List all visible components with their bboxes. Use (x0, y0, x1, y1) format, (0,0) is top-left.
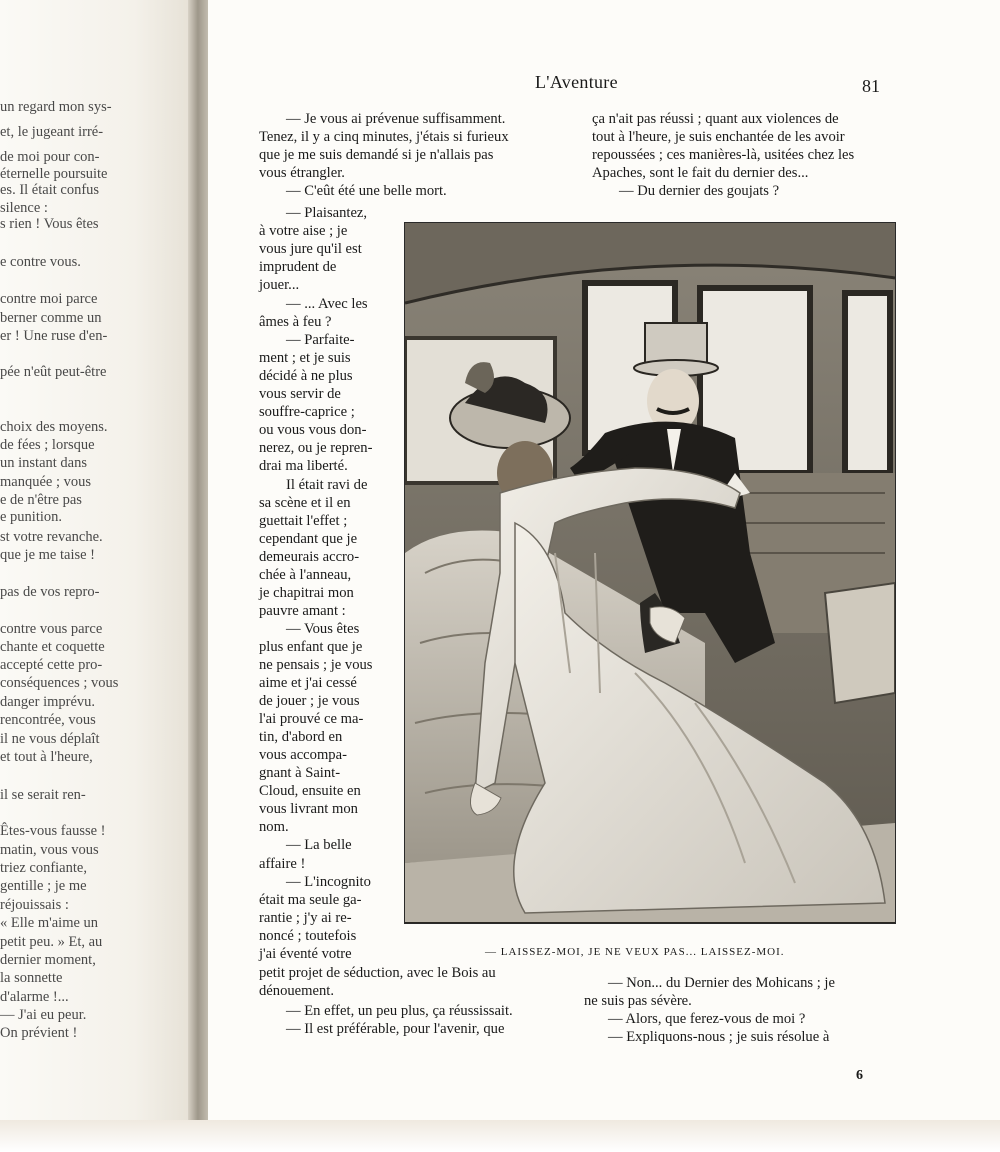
previous-page-line: chante et coquette (0, 639, 105, 655)
text-line: vous livrant mon (259, 801, 358, 817)
previous-page-line: pas de vos repro- (0, 584, 100, 600)
text-line: j'ai éventé votre (259, 946, 352, 962)
previous-page-line: et, le jugeant irré- (0, 124, 104, 140)
previous-page-line: un regard mon sys- (0, 99, 112, 115)
text-line: tout à l'heure, je suis enchantée de les avoir (592, 129, 845, 145)
text-line: affaire ! (259, 856, 306, 872)
text-line: ment ; et je suis (259, 350, 351, 366)
page-number: 81 (862, 76, 880, 96)
previous-page-line: que je me taise ! (0, 547, 96, 563)
previous-page-line: manquée ; vous (0, 474, 92, 490)
text-line: ou vous vous don- (259, 422, 367, 438)
text-line: ne pensais ; je vous (259, 657, 373, 673)
text-line: drai ma liberté. (259, 458, 348, 474)
text-line: de jouer ; je vous (259, 693, 360, 709)
previous-page-line: de moi pour con- (0, 149, 100, 165)
text-line: Cloud, ensuite en (259, 783, 361, 799)
previous-page-line: — J'ai eu peur. (0, 1007, 87, 1023)
previous-page-line: pée n'eût peut-être (0, 364, 107, 380)
text-line: nerez, ou je repren- (259, 440, 373, 456)
text-line: Apaches, sont le fait du dernier des... (592, 165, 809, 181)
previous-page-line: réjouissais : (0, 897, 69, 913)
previous-page-line: berner comme un (0, 310, 102, 326)
text-line: je chapitrai mon (259, 585, 354, 601)
text-line: aime et j'ai cessé (259, 675, 357, 691)
text-line: — La belle (286, 837, 352, 853)
text-line: vous jure qu'il est (259, 241, 362, 257)
previous-page-line: d'alarme !... (0, 989, 69, 1005)
text-line: repoussées ; ces manières-là, usitées chez les (592, 147, 855, 163)
text-line: ça n'ait pas réussi ; quant aux violences de (592, 111, 839, 127)
page-bottom-edge (0, 1120, 1000, 1152)
previous-page-line: silence : (0, 200, 48, 216)
signature-number: 6 (856, 1068, 863, 1083)
text-line: l'ai prouvé ce ma- (259, 711, 364, 727)
text-line: chée à l'anneau, (259, 567, 352, 583)
previous-page-line: e contre vous. (0, 254, 81, 270)
previous-page-line: conséquences ; vous (0, 675, 119, 691)
previous-page-line: accepté cette pro- (0, 657, 103, 673)
previous-page-line: il se serait ren- (0, 787, 86, 803)
previous-page-line: la sonnette (0, 970, 63, 986)
previous-page-line: de fées ; lorsque (0, 437, 95, 453)
text-line: tin, d'abord en (259, 729, 343, 745)
text-line: cependant que je (259, 531, 358, 547)
previous-page-line: matin, vous vous (0, 842, 99, 858)
text-line: — Vous êtes (286, 621, 360, 637)
text-line: — Il est préférable, pour l'avenir, que (286, 1021, 505, 1037)
book-gutter (188, 0, 210, 1140)
engraving-illustration (405, 223, 895, 923)
text-line: — Expliquons-nous ; je suis résolue à (608, 1029, 830, 1045)
previous-page-line: s rien ! Vous êtes (0, 216, 99, 232)
text-line: dénouement. (259, 983, 334, 999)
previous-page-line: Êtes-vous fausse ! (0, 823, 106, 839)
text-line: ne suis pas sévère. (584, 993, 692, 1009)
previous-page-line: st votre revanche. (0, 529, 103, 545)
previous-page-edge (0, 0, 192, 1120)
text-line: décidé à ne plus (259, 368, 353, 384)
text-line: — C'eût été une belle mort. (286, 183, 447, 199)
previous-page-line: petit peu. » Et, au (0, 934, 103, 950)
previous-page-line: il ne vous déplaît (0, 731, 100, 747)
text-line: rantie ; j'y ai re- (259, 910, 352, 926)
text-line: plus enfant que je (259, 639, 363, 655)
text-line: âmes à feu ? (259, 314, 332, 330)
previous-page-line: éternelle poursuite (0, 166, 108, 182)
previous-page-line: un instant dans (0, 455, 87, 471)
illustration-caption: — LAISSEZ-MOI, JE NE VEUX PAS... LAISSEZ-MOI. (485, 946, 785, 958)
text-line: souffre-caprice ; (259, 404, 355, 420)
previous-page-line: contre moi parce (0, 291, 98, 307)
previous-page-line: rencontrée, vous (0, 712, 96, 728)
text-line: — ... Avec les (286, 296, 368, 312)
text-line: — Je vous ai prévenue suffisamment. (286, 111, 506, 127)
previous-page-line: gentille ; je me (0, 878, 87, 894)
text-line: — Du dernier des goujats ? (619, 183, 780, 199)
text-line: demeurais accro- (259, 549, 360, 565)
previous-page-line: triez confiante, (0, 860, 87, 876)
text-line: que je me suis demandé si je n'allais pas (259, 147, 494, 163)
text-line: — Non... du Dernier des Mohicans ; je (608, 975, 835, 991)
previous-page-line: dernier moment, (0, 952, 96, 968)
text-line: petit projet de séduction, avec le Bois au (259, 965, 496, 981)
text-line: — Parfaite- (286, 332, 355, 348)
text-line: — L'incognito (286, 874, 371, 890)
previous-page-line: es. Il était confus (0, 182, 100, 198)
text-line: jouer... (259, 277, 300, 293)
previous-page-line: er ! Une ruse d'en- (0, 328, 108, 344)
text-line: vous accompa- (259, 747, 347, 763)
previous-page-line: « Elle m'aime un (0, 915, 99, 931)
previous-page-line: contre vous parce (0, 621, 103, 637)
text-line: Il était ravi de (286, 477, 368, 493)
illustration (404, 222, 896, 924)
text-line: nom. (259, 819, 289, 835)
text-line: à votre aise ; je (259, 223, 348, 239)
text-line: vous servir de (259, 386, 341, 402)
text-line: imprudent de (259, 259, 337, 275)
text-line: Tenez, il y a cinq minutes, j'étais si furieux (259, 129, 509, 145)
text-line: — Alors, que ferez-vous de moi ? (608, 1011, 806, 1027)
text-line: vous étrangler. (259, 165, 345, 181)
text-line: sa scène et il en (259, 495, 351, 511)
previous-page-line: choix des moyens. (0, 419, 108, 435)
text-line: était ma seule ga- (259, 892, 362, 908)
text-line: — Plaisantez, (286, 205, 368, 221)
text-line: noncé ; toutefois (259, 928, 357, 944)
previous-page-line: danger imprévu. (0, 694, 96, 710)
text-line: — En effet, un peu plus, ça réussissait. (286, 1003, 513, 1019)
previous-page-line: On prévient ! (0, 1025, 78, 1041)
previous-page-line: e de n'être pas (0, 492, 82, 508)
text-line: pauvre amant : (259, 603, 346, 619)
running-head: L'Aventure (535, 72, 618, 92)
previous-page-line: et tout à l'heure, (0, 749, 93, 765)
text-line: gnant à Saint- (259, 765, 341, 781)
text-line: guettait l'effet ; (259, 513, 348, 529)
previous-page-line: e punition. (0, 509, 63, 525)
